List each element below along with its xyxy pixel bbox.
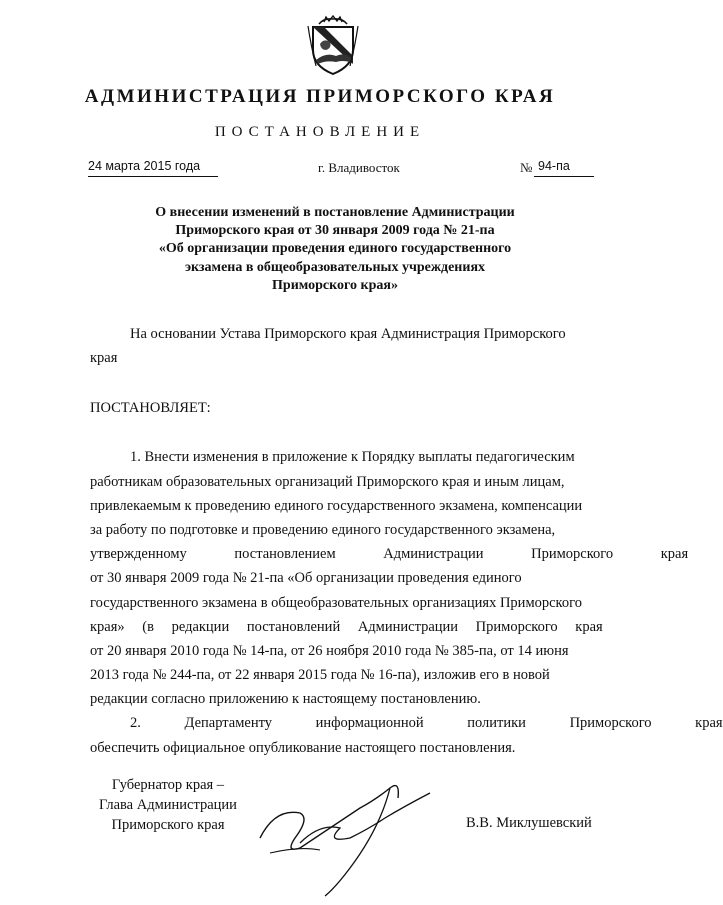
title-line: Приморского края» — [272, 277, 398, 293]
item1-line: края» (в редакции постановлений Администрации Приморского края — [90, 619, 603, 635]
title-line: Приморского края от 30 января 2009 года № 21-па — [175, 223, 495, 239]
handwritten-signature — [240, 768, 470, 898]
title-line: экзамена в общеобразовательных учреждениях — [184, 259, 486, 275]
signatory-position-line: Глава Администрации — [99, 797, 237, 813]
title-line: О внесении изменений в постановление Администрации — [155, 205, 515, 220]
item2-line: обеспечить официальное опубликование настоящего постановления. — [90, 740, 516, 756]
signatory-position — [78, 775, 258, 835]
preamble-line — [130, 326, 595, 343]
signatory-position-line: Губернатор края – — [111, 777, 225, 793]
item1-line: государственного экзамена в общеобразовательных организациях Приморского — [90, 595, 582, 611]
title-line: «Об организации проведения единого государственного — [158, 241, 512, 257]
item1-line: 1. Внести изменения в приложение к Порядку выплаты педагогическим — [130, 449, 575, 465]
number-sign: № — [520, 160, 533, 175]
preamble-line: края — [90, 350, 118, 366]
item1-line: привлекаемым к проведению единого государственного экзамена, компенсации — [90, 498, 583, 514]
signatory-position-line: Приморского края — [111, 817, 225, 833]
decree-word: ПОСТАНОВЛЯЕТ: — [90, 400, 211, 416]
coat-of-arms-emblem-icon — [306, 16, 360, 76]
signatory-name: В.В. Миклушевский — [466, 815, 592, 831]
document-type: ПОСТАНОВЛЕНИЕ — [214, 124, 426, 140]
item1-line: работникам образовательных организаций Приморского края и иным лицам, — [90, 474, 565, 490]
date-underline — [88, 176, 218, 177]
item1-line: 2013 года № 244-па, от 22 января 2015 года № 16-па), изложив его в новой — [90, 667, 550, 683]
item1-line: от 30 января 2009 года № 21-па «Об организации проведения единого — [90, 570, 522, 586]
item1-line: редакции согласно приложению к настоящему постановлению. — [90, 691, 481, 707]
item1-line: утвержденному постановлением Администрации Приморского края — [90, 546, 689, 562]
document-date: 24 марта 2015 года — [88, 159, 201, 173]
preamble-text: На основании Устава Приморского края Администрация Приморского — [130, 326, 566, 342]
number-underline — [534, 176, 594, 177]
item2-line: 2. Департаменту информационной политики Приморского края — [130, 715, 723, 731]
document-city: г. Владивосток — [318, 160, 400, 175]
organization-name: АДМИНИСТРАЦИЯ ПРИМОРСКОГО КРАЯ — [84, 86, 556, 107]
item1-line: от 20 января 2010 года № 14-па, от 26 ноября 2010 года № 385-па, от 14 июня — [90, 643, 569, 659]
item1-line: за работу по подготовке и проведению единого государственного экзамена, — [90, 522, 556, 538]
document-number: 94-па — [538, 159, 570, 173]
document-title — [120, 204, 550, 295]
